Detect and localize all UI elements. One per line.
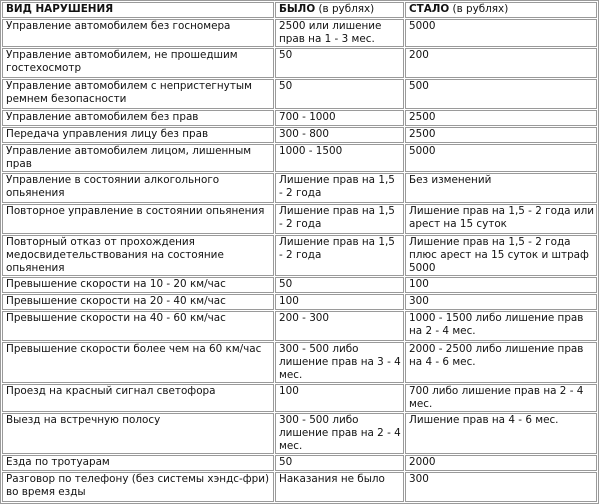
before-cell: Наказания не было	[275, 472, 404, 502]
after-cell: 200	[405, 48, 597, 78]
before-cell: 200 - 300	[275, 311, 404, 341]
after-cell: 300	[405, 472, 597, 502]
before-cell: 50	[275, 48, 404, 78]
after-cell: 5000	[405, 19, 597, 47]
before-cell: 50	[275, 455, 404, 471]
after-cell: Лишение прав на 1,5 - 2 года или арест на 15 суток	[405, 204, 597, 234]
after-cell: 300	[405, 294, 597, 310]
table-row	[2, 144, 597, 172]
after-cell: 5000	[405, 144, 597, 172]
table-row	[2, 19, 597, 47]
violation-cell: Разговор по телефону (без системы хэндс-фри) во время езды	[2, 472, 274, 502]
table-row	[2, 455, 597, 471]
before-cell: 300 - 500 либо лишение прав на 3 - 4 мес.	[275, 342, 404, 383]
after-cell: 2500	[405, 127, 597, 143]
after-cell: 2000 - 2500 либо лишение прав на 4 - 6 мес.	[405, 342, 597, 383]
after-cell: 2000	[405, 455, 597, 471]
before-cell: 300 - 800	[275, 127, 404, 143]
after-cell: Без изменений	[405, 173, 597, 203]
violation-cell: Превышение скорости на 40 - 60 км/час	[2, 311, 274, 341]
before-cell: Лишение прав на 1,5 - 2 года	[275, 173, 404, 203]
after-cell: 100	[405, 277, 597, 293]
table-row	[2, 204, 597, 234]
table-row	[2, 127, 597, 143]
before-cell: 700 - 1000	[275, 110, 404, 126]
after-cell: 1000 - 1500 либо лишение прав на 2 - 4 мес.	[405, 311, 597, 341]
violation-cell: Повторное управление в состоянии опьянения	[2, 204, 274, 234]
before-cell: 100	[275, 384, 404, 412]
before-cell: 300 - 500 либо лишение прав на 2 - 4 мес.	[275, 413, 404, 454]
violation-cell: Превышение скорости на 20 - 40 км/час	[2, 294, 274, 310]
table-row	[2, 384, 597, 412]
after-cell: Лишение прав на 4 - 6 мес.	[405, 413, 597, 454]
before-cell: 2500 или лишение прав на 1 - 3 мес.	[275, 19, 404, 47]
header-after-label: СТАЛО	[409, 3, 450, 15]
table-row	[2, 472, 597, 502]
violation-cell: Передача управления лицу без прав	[2, 127, 274, 143]
violation-cell: Езда по тротуарам	[2, 455, 274, 471]
table-row	[2, 277, 597, 293]
violation-cell: Управление автомобилем, не прошедшим гостехосмотр	[2, 48, 274, 78]
violation-cell: Управление автомобилем с непристегнутым ремнем безопасности	[2, 79, 274, 109]
before-cell: 100	[275, 294, 404, 310]
table-row	[2, 294, 597, 310]
before-cell: 1000 - 1500	[275, 144, 404, 172]
violation-cell: Управление автомобилем без прав	[2, 110, 274, 126]
after-cell: 700 либо лишение прав на 2 - 4 мес.	[405, 384, 597, 412]
before-cell: Лишение прав на 1,5 - 2 года	[275, 204, 404, 234]
header-violation	[2, 2, 274, 18]
after-cell: Лишение прав на 1,5 - 2 года плюс арест на 15 суток и штраф 5000	[405, 235, 597, 276]
violation-cell: Проезд на красный сигнал светофора	[2, 384, 274, 412]
table-row	[2, 311, 597, 341]
header-before-label: БЫЛО	[279, 3, 316, 15]
table-row	[2, 110, 597, 126]
header-row	[2, 2, 597, 18]
header-after	[405, 2, 597, 18]
violation-cell: Превышение скорости на 10 - 20 км/час	[2, 277, 274, 293]
header-after-note: (в рублях)	[452, 3, 509, 15]
table-row	[2, 235, 597, 276]
after-cell: 500	[405, 79, 597, 109]
before-cell: 50	[275, 277, 404, 293]
table-row	[2, 173, 597, 203]
header-violation-label: ВИД НАРУШЕНИЯ	[6, 3, 114, 15]
after-cell: 2500	[405, 110, 597, 126]
table-row	[2, 342, 597, 383]
violation-cell: Управление в состоянии алкогольного опьянения	[2, 173, 274, 203]
violation-cell: Превышение скорости более чем на 60 км/час	[2, 342, 274, 383]
violation-cell: Управление автомобилем лицом, лишенным прав	[2, 144, 274, 172]
header-before-note: (в рублях)	[318, 3, 375, 15]
violation-cell: Управление автомобилем без госномера	[2, 19, 274, 47]
table-row	[2, 413, 597, 454]
header-before	[275, 2, 404, 18]
table-row	[2, 79, 597, 109]
violation-cell: Повторный отказ от прохождения медосвидетельствования на состояние опьянения	[2, 235, 274, 276]
table-row	[2, 48, 597, 78]
violation-cell: Выезд на встречную полосу	[2, 413, 274, 454]
before-cell: Лишение прав на 1,5 - 2 года	[275, 235, 404, 276]
before-cell: 50	[275, 79, 404, 109]
